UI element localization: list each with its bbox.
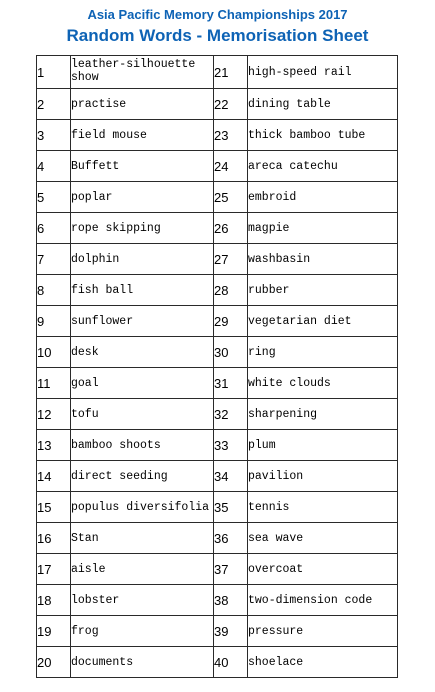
- word-left: aisle: [71, 554, 214, 585]
- word-right: magpie: [248, 213, 398, 244]
- word-number-left: 17: [37, 554, 71, 585]
- word-right: white clouds: [248, 368, 398, 399]
- word-right: shoelace: [248, 647, 398, 678]
- word-number-right: 32: [214, 399, 248, 430]
- word-right: sharpening: [248, 399, 398, 430]
- word-left: poplar: [71, 182, 214, 213]
- table-row: [37, 275, 398, 306]
- word-number-right: 27: [214, 244, 248, 275]
- table-row: [37, 306, 398, 337]
- sheet-title: Random Words - Memorisation Sheet: [66, 26, 369, 45]
- table-row: [37, 151, 398, 182]
- word-right: tennis: [248, 492, 398, 523]
- table-row: [37, 399, 398, 430]
- word-right: plum: [248, 430, 398, 461]
- word-right: vegetarian diet: [248, 306, 398, 337]
- table-row: [37, 492, 398, 523]
- word-left: Buffett: [71, 151, 214, 182]
- word-right: overcoat: [248, 554, 398, 585]
- word-number-right: 40: [214, 647, 248, 678]
- word-number-right: 29: [214, 306, 248, 337]
- word-number-left: 11: [37, 368, 71, 399]
- table-row: [37, 647, 398, 678]
- word-number-right: 28: [214, 275, 248, 306]
- word-left: rope skipping: [71, 213, 214, 244]
- table-row: [37, 56, 398, 89]
- word-right: sea wave: [248, 523, 398, 554]
- word-right: embroid: [248, 182, 398, 213]
- word-number-left: 9: [37, 306, 71, 337]
- word-left: Stan: [71, 523, 214, 554]
- word-number-left: 14: [37, 461, 71, 492]
- word-left: tofu: [71, 399, 214, 430]
- table-body: [37, 56, 398, 678]
- word-number-left: 12: [37, 399, 71, 430]
- table-row: [37, 244, 398, 275]
- word-number-left: 13: [37, 430, 71, 461]
- word-number-right: 37: [214, 554, 248, 585]
- word-left: field mouse: [71, 120, 214, 151]
- sheet-header: [0, 0, 435, 48]
- table-row: [37, 616, 398, 647]
- word-number-left: 10: [37, 337, 71, 368]
- word-right: pavilion: [248, 461, 398, 492]
- word-number-left: 2: [37, 89, 71, 120]
- word-right: pressure: [248, 616, 398, 647]
- word-left: dolphin: [71, 244, 214, 275]
- random-words-table: [36, 55, 398, 678]
- word-number-left: 15: [37, 492, 71, 523]
- word-left: frog: [71, 616, 214, 647]
- word-right: areca catechu: [248, 151, 398, 182]
- word-left: leather-silhouette show: [71, 56, 214, 89]
- table-row: [37, 337, 398, 368]
- word-number-left: 3: [37, 120, 71, 151]
- word-number-right: 36: [214, 523, 248, 554]
- word-number-right: 31: [214, 368, 248, 399]
- word-number-left: 4: [37, 151, 71, 182]
- word-right: high-speed rail: [248, 56, 398, 89]
- word-number-right: 38: [214, 585, 248, 616]
- table-row: [37, 461, 398, 492]
- word-number-right: 24: [214, 151, 248, 182]
- table-row: [37, 89, 398, 120]
- table-row: [37, 120, 398, 151]
- word-left: fish ball: [71, 275, 214, 306]
- table-row: [37, 554, 398, 585]
- word-number-right: 33: [214, 430, 248, 461]
- table-row: [37, 213, 398, 244]
- word-left: populus diversifolia: [71, 492, 214, 523]
- word-number-right: 22: [214, 89, 248, 120]
- word-number-right: 26: [214, 213, 248, 244]
- word-left: documents: [71, 647, 214, 678]
- word-number-left: 1: [37, 56, 71, 89]
- word-left: direct seeding: [71, 461, 214, 492]
- word-left: goal: [71, 368, 214, 399]
- table-row: [37, 430, 398, 461]
- word-number-left: 19: [37, 616, 71, 647]
- word-left: lobster: [71, 585, 214, 616]
- word-right: thick bamboo tube: [248, 120, 398, 151]
- word-number-right: 34: [214, 461, 248, 492]
- word-number-right: 25: [214, 182, 248, 213]
- word-right: washbasin: [248, 244, 398, 275]
- word-number-right: 30: [214, 337, 248, 368]
- word-number-right: 39: [214, 616, 248, 647]
- word-left: sunflower: [71, 306, 214, 337]
- word-number-right: 35: [214, 492, 248, 523]
- word-left: desk: [71, 337, 214, 368]
- word-left: bamboo shoots: [71, 430, 214, 461]
- word-number-left: 6: [37, 213, 71, 244]
- word-right: ring: [248, 337, 398, 368]
- word-right: rubber: [248, 275, 398, 306]
- table-row: [37, 368, 398, 399]
- table-row: [37, 585, 398, 616]
- word-number-left: 18: [37, 585, 71, 616]
- word-number-right: 23: [214, 120, 248, 151]
- word-left: practise: [71, 89, 214, 120]
- word-number-left: 16: [37, 523, 71, 554]
- word-number-left: 5: [37, 182, 71, 213]
- word-number-left: 7: [37, 244, 71, 275]
- word-right: two-dimension code: [248, 585, 398, 616]
- table-row: [37, 182, 398, 213]
- word-right: dining table: [248, 89, 398, 120]
- word-number-left: 8: [37, 275, 71, 306]
- table-row: [37, 523, 398, 554]
- event-subtitle: Asia Pacific Memory Championships 2017: [87, 7, 348, 22]
- word-number-right: 21: [214, 56, 248, 89]
- word-number-left: 20: [37, 647, 71, 678]
